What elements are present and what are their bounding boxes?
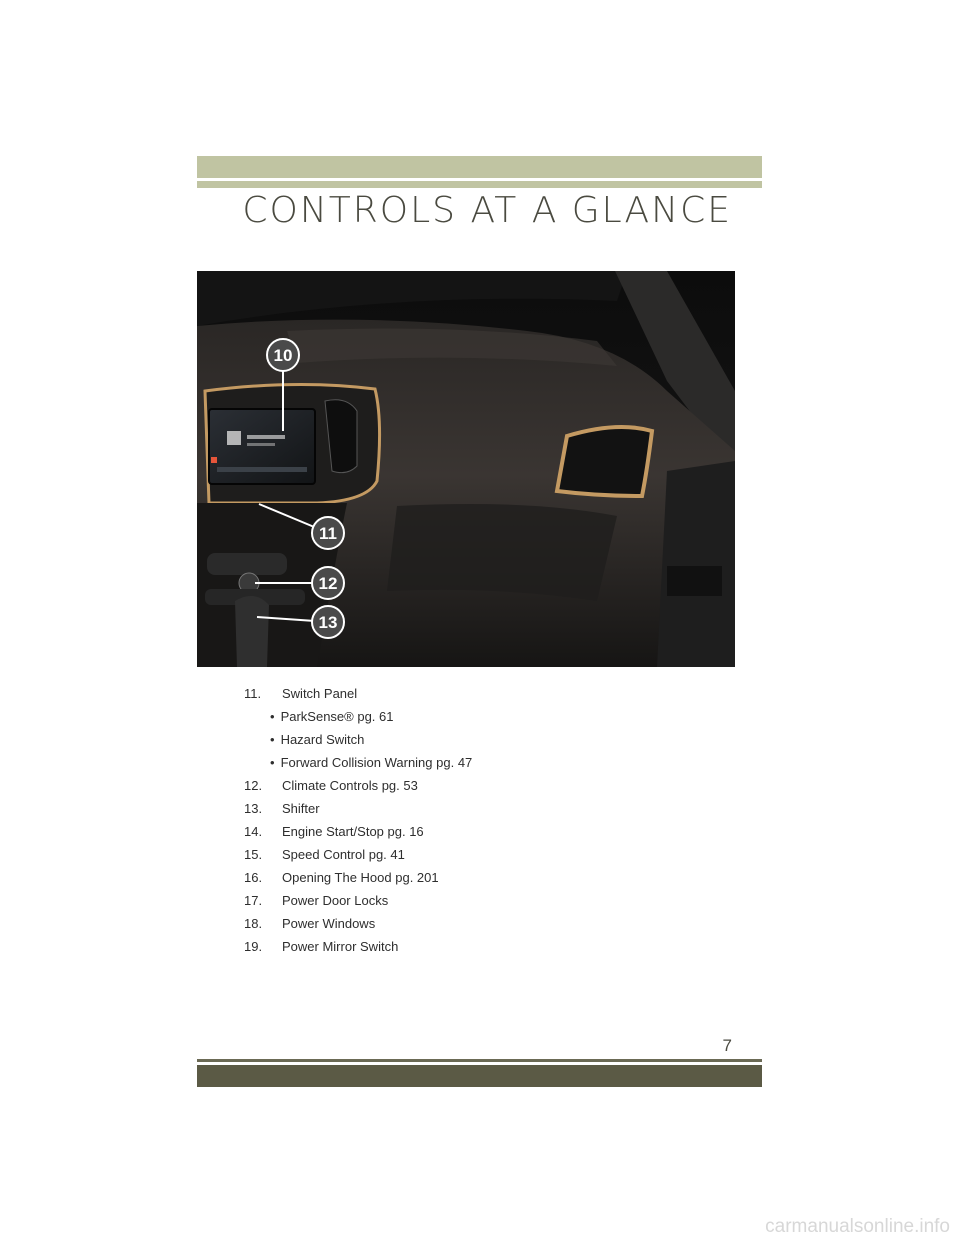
controls-list xyxy=(244,682,472,958)
list-subitem: • ParkSense® pg. 61 xyxy=(244,705,472,728)
list-item: 13. Shifter xyxy=(244,801,320,816)
svg-text:10: 10 xyxy=(273,346,293,365)
footer-band xyxy=(197,1065,762,1087)
page-number: 7 xyxy=(722,1036,732,1055)
list-item: 15. Speed Control pg. 41 xyxy=(244,847,405,862)
list-item: 12. Climate Controls pg. 53 xyxy=(244,778,418,793)
list-item: 16. Opening The Hood pg. 201 xyxy=(244,870,439,885)
list-item: 14. Engine Start/Stop pg. 16 xyxy=(244,824,424,839)
list-item: 18. Power Windows xyxy=(244,916,376,931)
svg-text:13: 13 xyxy=(318,613,338,632)
callout-11 xyxy=(312,517,344,549)
svg-text:11: 11 xyxy=(319,524,337,543)
header-rule xyxy=(197,181,762,188)
callout-12 xyxy=(312,567,344,599)
svg-text:12: 12 xyxy=(318,574,338,593)
watermark: carmanualsonline.info xyxy=(765,1216,950,1237)
list-subitem: • Hazard Switch xyxy=(244,728,472,751)
header-band xyxy=(197,156,762,178)
list-item: 11. Switch Panel xyxy=(244,686,358,701)
callout-10 xyxy=(267,339,299,371)
dashboard-photo xyxy=(197,271,735,667)
page-title: CONTROLS AT A GLANCE xyxy=(242,190,732,231)
list-item: 19. Power Mirror Switch xyxy=(244,939,399,954)
footer-rule xyxy=(197,1059,762,1062)
list-item: 17. Power Door Locks xyxy=(244,893,389,908)
list-subitem: • Forward Collision Warning pg. 47 xyxy=(244,751,472,774)
callout-13 xyxy=(312,606,344,638)
